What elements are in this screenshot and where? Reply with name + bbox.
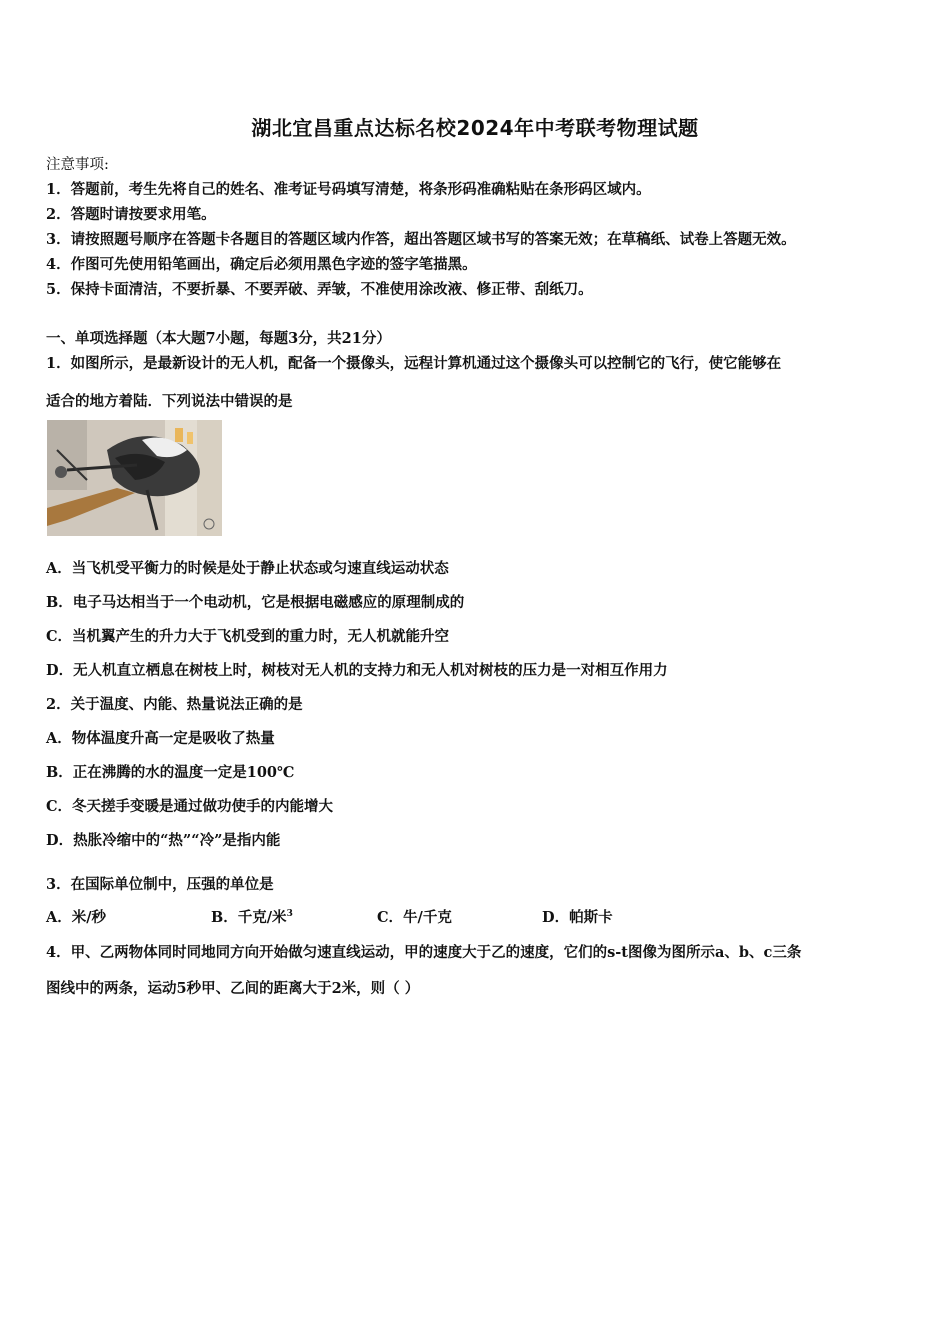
question-1-stem-continued: 适合的地方着陆．下列说法中错误的是 [46, 393, 293, 410]
question-2-stem: 2．关于温度、内能、热量说法正确的是 [46, 696, 303, 713]
note-item: 1．答题前，考生先将自己的姓名、准考证号码填写清楚，将条形码准确粘贴在条形码区域内。 [46, 181, 651, 198]
note-item: 3．请按照题号顺序在答题卡各题目的答题区域内作答，超出答题区域书写的答案无效；在草稿纸、试卷上答题无效。 [46, 231, 796, 248]
question-4-stem: 4．甲、乙两物体同时同地同方向开始做匀速直线运动，甲的速度大于乙的速度，它们的s-t图像为图所示a、b、c三条 [46, 944, 802, 961]
question-2-option-b: B．正在沸腾的水的温度一定是100℃ [46, 764, 295, 781]
question-3-option-b-text: B．千克/米 [211, 909, 287, 926]
question-1-option-d: D．无人机直立栖息在树枝上时，树枝对无人机的支持力和无人机对树枝的压力是一对相互作用力 [46, 662, 668, 679]
question-3-option-c: C．牛/千克 [377, 909, 452, 926]
exam-title: 湖北宜昌重点达标名校2024年中考联考物理试题 [251, 116, 699, 140]
question-2-option-a: A．物体温度升高一定是吸收了热量 [46, 730, 275, 747]
question-2-option-d: D．热胀冷缩中的“热”“冷”是指内能 [46, 832, 281, 849]
note-item: 2．答题时请按要求用笔。 [46, 206, 216, 223]
question-1-stem: 1．如图所示，是最新设计的无人机，配备一个摄像头，远程计算机通过这个摄像头可以控制它的飞行，使它能够在 [46, 355, 782, 372]
question-3-option-a: A．米/秒 [46, 909, 107, 926]
superscript: 3 [286, 909, 293, 920]
question-3-option-d: D．帕斯卡 [542, 909, 613, 926]
note-item: 4．作图可先使用铅笔画出，确定后必须用黑色字迹的签字笔描黑。 [46, 256, 477, 273]
question-3-stem: 3．在国际单位制中，压强的单位是 [46, 876, 274, 893]
question-3-option-b [211, 906, 293, 927]
question-1-option-a: A．当飞机受平衡力的时候是处于静止状态或匀速直线运动状态 [46, 560, 449, 577]
question-4-stem-continued: 图线中的两条，运动5秒甲、乙间的距离大于2米，则（ ） [46, 980, 420, 997]
notes-heading: 注意事项: [46, 157, 109, 173]
note-item: 5．保持卡面清洁，不要折暴、不要弄破、弄皱，不准使用涂改液、修正带、刮纸刀。 [46, 281, 593, 298]
section-heading: 一、单项选择题（本大题7小题，每题3分，共21分） [46, 330, 391, 347]
question-1-option-b: B．电子马达相当于一个电动机，它是根据电磁感应的原理制成的 [46, 594, 465, 611]
drone-photo [47, 420, 222, 536]
question-1-option-c: C．当机翼产生的升力大于飞机受到的重力时，无人机就能升空 [46, 628, 450, 645]
question-2-option-c: C．冬天搓手变暖是通过做功使手的内能增大 [46, 798, 334, 815]
